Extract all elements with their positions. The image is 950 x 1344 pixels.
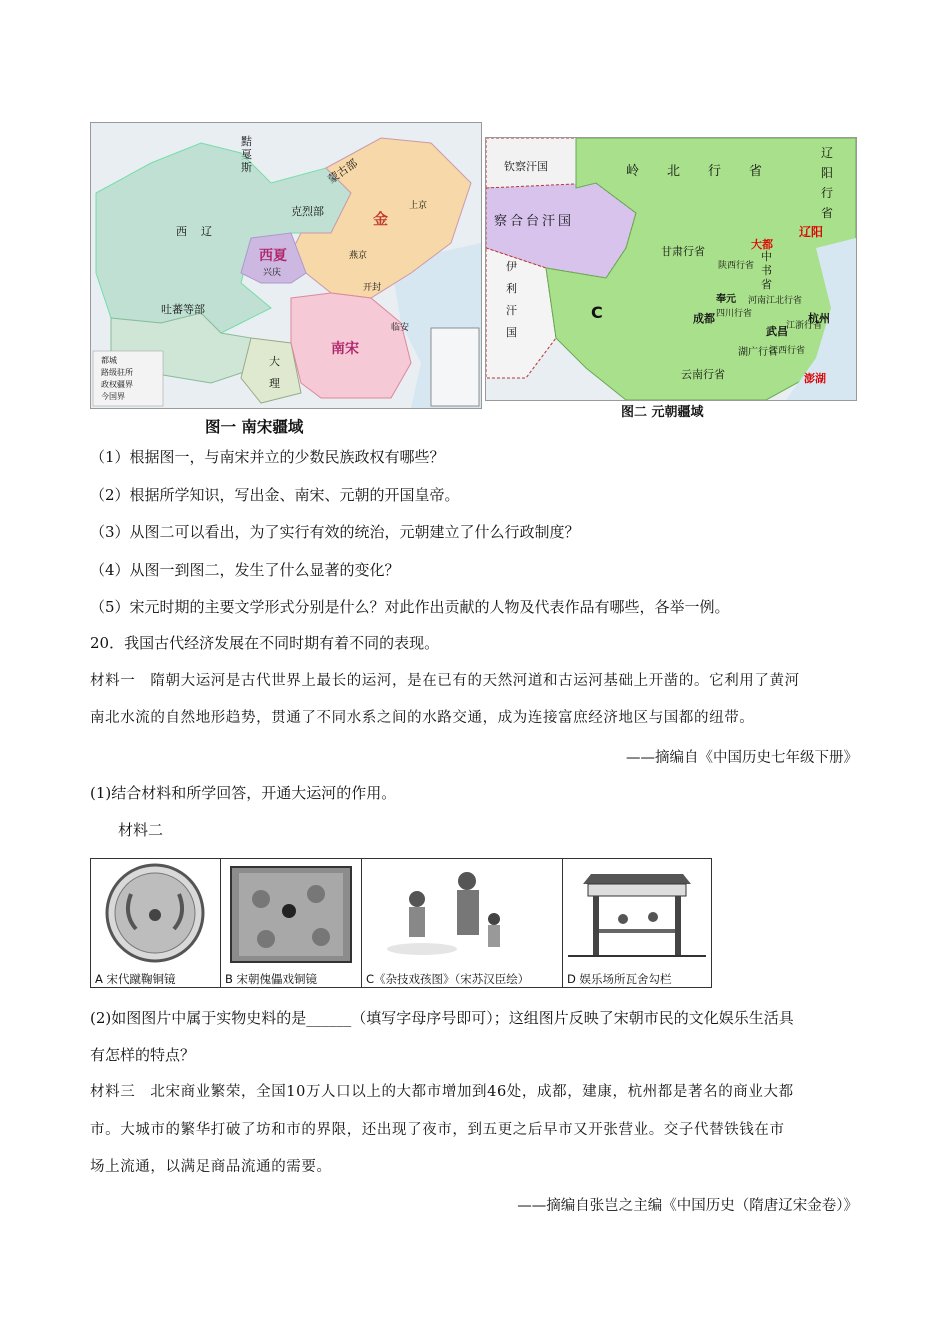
label-yili: 伊利汗国 xyxy=(506,260,517,339)
label-wuchang: 武昌 xyxy=(766,325,788,338)
sub-question-2-line1: (2)如图图片中属于实物史料的是______（填写字母序号即可）；这组图片反映了宋朝市民的文化娱乐生活具 xyxy=(90,1009,794,1027)
material3-line3: 场上流通，以满足商品流通的需要。 xyxy=(90,1159,332,1175)
question-2: （2）根据所学知识，写出金、南宋、元朝的开国皇帝。 xyxy=(90,486,460,504)
question-4: （4）从图一到图二，发生了什么显著的变化？ xyxy=(90,561,400,579)
image-c-caption: C《杂技戏孩图》（宋苏汉臣绘） xyxy=(362,971,562,987)
material3-line1: 材料三 北宋商业繁荣，全国10万人口以上的大都市增加到46处，成都，建康，杭州都是著名的商业大都 xyxy=(90,1084,794,1100)
label-yanjing: 燕京 xyxy=(349,251,368,261)
label-zhongshu: 中书省 xyxy=(761,250,772,291)
pavilion-icon xyxy=(563,859,711,967)
q20-title: 20．我国古代经济发展在不同时期有着不同的表现。 xyxy=(90,634,440,652)
painting-figures-icon xyxy=(362,859,562,967)
legend-regime-border: 政权疆界 xyxy=(101,380,133,389)
question-3: （3）从图二可以看出，为了实行有效的统治，元朝建立了什么行政制度？ xyxy=(90,523,580,541)
map1-caption: 图一 南宋疆域 xyxy=(205,418,304,436)
label-shangjing: 上京 xyxy=(409,201,428,211)
image-a-cuju-mirror xyxy=(91,859,221,988)
label-tubo: 吐蕃等部 xyxy=(161,303,205,316)
label-jiangzhe: 江浙行省 xyxy=(786,321,823,331)
label-xiliao: 西辽 xyxy=(176,225,226,238)
map2-caption: 图二 元朝疆域 xyxy=(621,405,704,420)
material1-line1: 材料一 隋朝大运河是古代世界上最长的运河，是在已有的天然河道和古运河基础上开凿的。它利用了黄河 xyxy=(90,673,800,689)
legend-capital: 都城 xyxy=(101,356,117,365)
map1-graphic xyxy=(91,123,481,408)
label-yunnan: 云南行省 xyxy=(681,368,725,381)
legend-current-border: 今国界 xyxy=(101,392,125,401)
label-shaanxi: 陕西行省 xyxy=(718,261,755,271)
image-a-caption: A 宋代蹴鞠铜镜 xyxy=(91,971,220,987)
material1-line2: 南北水流的自然地形趋势，贯通了不同水系之间的水路交通，成为连接富庶经济地区与国都的纽带。 xyxy=(90,710,755,726)
label-kelie: 克烈部 xyxy=(291,205,324,218)
label-nansong: 南宋 xyxy=(331,341,359,357)
legend-route-seat: 路级驻所 xyxy=(101,368,133,377)
label-gansu: 甘肃行省 xyxy=(661,245,705,258)
label-c: C xyxy=(591,303,603,322)
image-c-acrobat-painting xyxy=(362,859,563,988)
material2-images xyxy=(90,858,712,988)
label-hangzhou: 杭州 xyxy=(808,312,830,325)
label-lingbei: 岭北行省 xyxy=(626,164,791,179)
label-dadu: 大都 xyxy=(751,238,773,251)
image-d-caption: D 娱乐场所瓦舍勾栏 xyxy=(563,971,711,987)
image-b-puppet-mirror xyxy=(221,859,362,988)
question-5: （5）宋元时期的主要文学形式分别是什么？对此作出贡献的人物及代表作品有哪些，各举一例。 xyxy=(90,598,730,616)
label-linan: 临安 xyxy=(391,323,410,333)
map-southern-song-territory xyxy=(90,122,482,409)
label-sichuan: 四川行省 xyxy=(716,309,753,319)
bronze-mirror-b-icon xyxy=(221,859,361,967)
label-chagatai: 察合台汗国 xyxy=(494,214,575,229)
label-chengdu: 成都 xyxy=(693,312,715,325)
bronze-mirror-a-icon xyxy=(91,859,220,967)
label-fengyuan: 奉元 xyxy=(716,294,736,305)
map-yuan-territory xyxy=(485,137,857,401)
label-kaifeng: 开封 xyxy=(363,283,382,293)
label-jiangxi: 江西行省 xyxy=(769,346,806,356)
material3-source: ——摘编自张岂之主编《中国历史（隋唐辽宋金卷）》 xyxy=(517,1198,858,1214)
label-qincha: 钦察汗国 xyxy=(504,160,548,173)
label-xixia: 西夏 xyxy=(259,248,287,264)
material2-label: 材料二 xyxy=(118,821,164,839)
label-dali: 大理 xyxy=(269,355,280,390)
image-d-washe-goulan xyxy=(563,859,712,988)
label-huguang: 湖广行省 xyxy=(738,347,778,358)
sub-question-2-line2: 有怎样的特点？ xyxy=(90,1046,196,1064)
label-liaoyang-prov: 辽阳行省 xyxy=(821,146,834,220)
question-1: （1）根据图一，与南宋并立的少数民族政权有哪些？ xyxy=(90,448,445,466)
image-b-caption: B 宋朝傀儡戏铜镜 xyxy=(221,971,361,987)
label-henan: 河南江北行省 xyxy=(748,296,803,306)
material1-source: ——摘编自《中国历史七年级下册》 xyxy=(626,750,858,766)
label-liaoyang: 辽阳 xyxy=(799,225,824,239)
label-xingqing: 兴庆 xyxy=(263,268,282,278)
label-menggu: 蒙古部 xyxy=(325,156,361,187)
label-jin: 金 xyxy=(373,210,389,228)
sub-question-1: (1)结合材料和所学回答，开通大运河的作用。 xyxy=(90,784,397,802)
material3-line2: 市。大城市的繁华打破了坊和市的界限，还出现了夜市，到五更之后早市又开张营业。交子代替铁钱在市 xyxy=(90,1122,785,1138)
label-penghu: 澎湖 xyxy=(804,372,826,385)
label-xiajiasi: 黠戛斯 xyxy=(241,135,252,174)
